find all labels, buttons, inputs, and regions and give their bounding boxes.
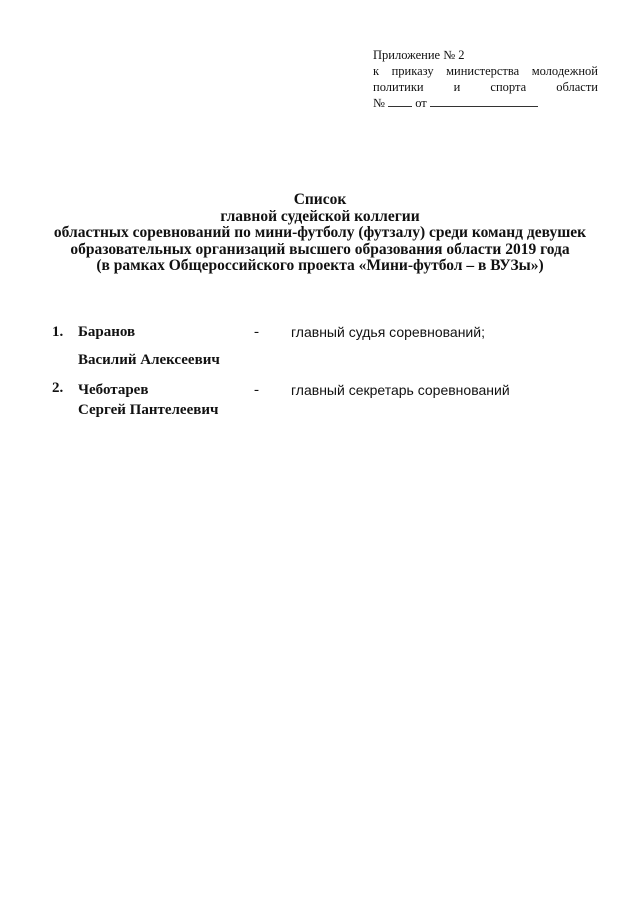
appendix-header: [373, 47, 598, 111]
member-surname: Чеботарев: [78, 382, 149, 398]
title-line-2: главной судейской коллегии: [220, 207, 420, 225]
document-title: [0, 192, 640, 275]
title-line-5: (в рамках Общероссийского проекта «Мини-футбол – в ВУЗы»): [96, 257, 544, 274]
appendix-line-order: к приказу министерства молодежной: [373, 64, 598, 78]
title-line-3: областных соревнований по мини-футболу (футзалу) среди команд девушек: [53, 224, 587, 241]
appendix-line-ministry: политики и спорта области: [373, 80, 598, 94]
member-name: [78, 378, 218, 422]
item-number: 1.: [52, 324, 64, 340]
member-given-name: Сергей Пантелеевич: [78, 402, 219, 418]
title-line-1: Список: [293, 191, 347, 208]
member-given-name: Василий Алексеевич: [78, 352, 220, 368]
title-line-4: образовательных организаций высшего образования области 2019 года: [70, 240, 570, 258]
date-blank: [430, 95, 538, 107]
member-surname: Баранов: [78, 324, 136, 340]
number-blank: [388, 95, 412, 107]
appendix-line-number: [373, 95, 598, 111]
item-dash: -: [254, 382, 259, 398]
date-prefix: от: [415, 96, 427, 110]
member-role: главный судья соревнований;: [291, 324, 485, 340]
appendix-line-title: Приложение № 2: [373, 48, 465, 62]
member-role: главный секретарь соревнований: [291, 382, 510, 398]
member-name: [78, 320, 220, 372]
number-sign: №: [373, 96, 385, 110]
item-dash: -: [254, 324, 259, 340]
item-number: 2.: [52, 380, 64, 396]
